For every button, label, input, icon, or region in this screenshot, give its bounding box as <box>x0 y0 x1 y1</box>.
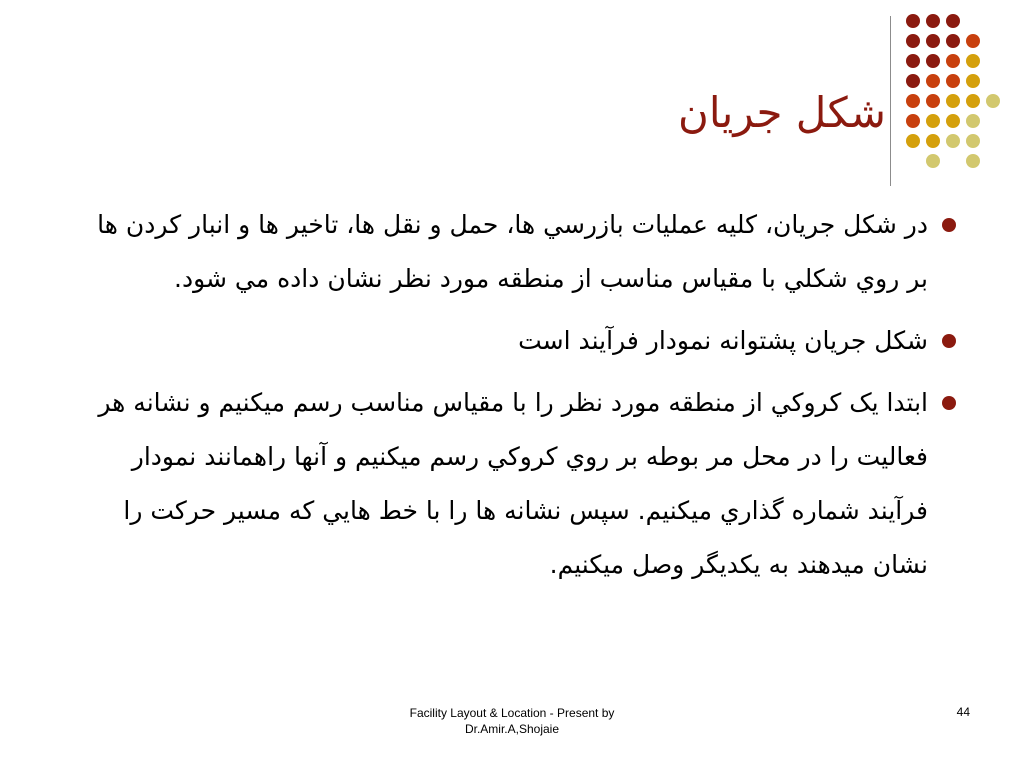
decorative-dot <box>906 14 920 28</box>
decorative-dot <box>926 134 940 148</box>
decorative-dot <box>946 114 960 128</box>
decorative-dot <box>966 54 980 68</box>
decorative-dot <box>926 54 940 68</box>
bullet-icon <box>942 334 956 348</box>
decorative-dot <box>906 114 920 128</box>
decorative-dot <box>966 74 980 88</box>
decorative-dot <box>906 74 920 88</box>
slide-title: شكل جريان <box>677 88 886 137</box>
bullet-text: شكل جريان پشتوانه نمودار فرآيند است <box>518 326 928 355</box>
decorative-dot <box>906 94 920 108</box>
decorative-dot <box>966 134 980 148</box>
bullet-icon <box>942 218 956 232</box>
decorative-dot <box>926 34 940 48</box>
decorative-dot <box>966 114 980 128</box>
title-divider-line <box>890 16 891 186</box>
footer-caption-line-1: Facility Layout & Location - Present by <box>409 706 615 720</box>
decorative-dot <box>906 134 920 148</box>
decorative-dot <box>966 154 980 168</box>
decorative-dot <box>986 94 1000 108</box>
bullet-item <box>70 376 960 592</box>
decorative-dot <box>966 34 980 48</box>
decorative-dot <box>946 34 960 48</box>
decorative-dot <box>926 14 940 28</box>
page-number: 44 <box>956 705 970 719</box>
bullet-text: ابتدا يک كروكي از منطقه مورد نظر را با مقياس مناسب رسم ميكنيم و نشانه هر فعاليت را در محل مر بوطه بر روي كروكي رسم ميكنيم و آنها راهمانند نمودار فرآيند شماره گذاري ميكنيم. سپس نشانه ها را با خط هايي كه مسير حركت را نشان ميدهند به يكديگر وصل ميكنيم. <box>98 388 928 579</box>
bullet-text: در شكل جريان، كليه عمليات بازرسي ها، حمل و نقل ها، تاخير ها و انبار كردن ها بر روي شكلي با مقياس مناسب از منطقه مورد نظر نشان داده مي شود. <box>97 210 928 293</box>
decorative-dot <box>906 54 920 68</box>
decorative-dot <box>946 54 960 68</box>
bullet-icon <box>942 396 956 410</box>
bullet-list <box>70 198 960 600</box>
bullet-item <box>70 314 960 368</box>
decorative-dot <box>946 94 960 108</box>
decorative-dot <box>926 154 940 168</box>
decorative-dot <box>926 94 940 108</box>
decorative-dot <box>906 34 920 48</box>
footer-caption <box>372 705 652 737</box>
footer-caption-line-2: Dr.Amir.A,Shojaie <box>464 722 560 736</box>
decorative-dot <box>926 114 940 128</box>
decorative-dot-grid <box>906 14 1018 170</box>
bullet-item <box>70 198 960 306</box>
decorative-dot <box>966 94 980 108</box>
decorative-dot <box>946 14 960 28</box>
decorative-dot <box>946 74 960 88</box>
decorative-dot <box>946 134 960 148</box>
decorative-dot <box>926 74 940 88</box>
